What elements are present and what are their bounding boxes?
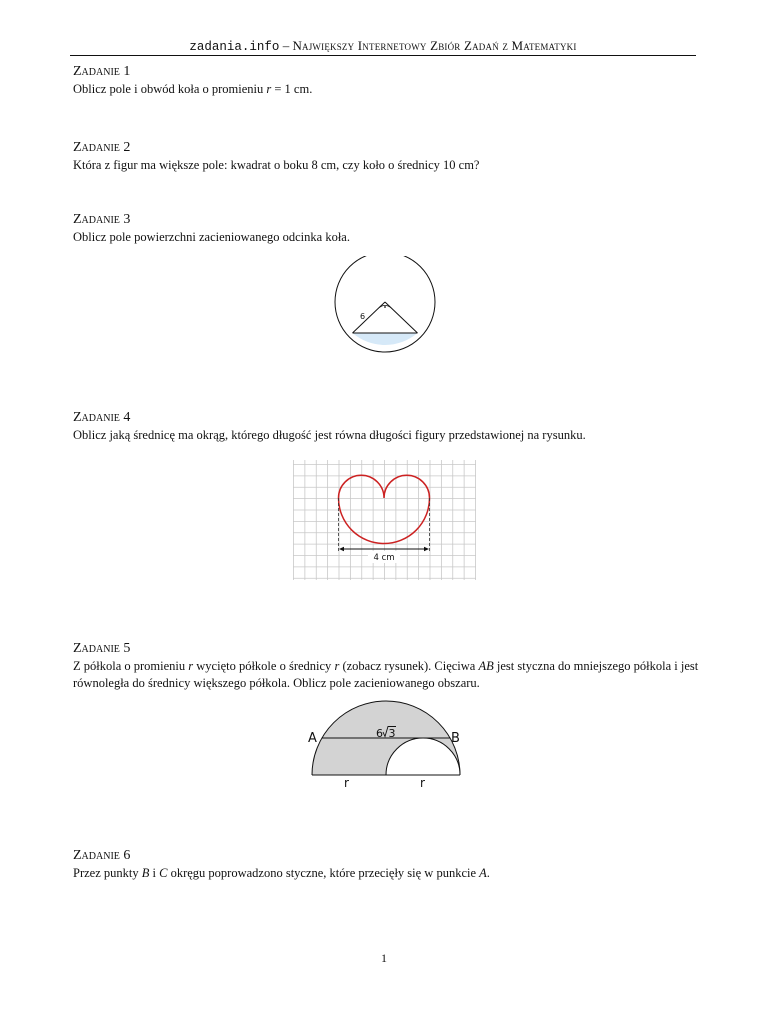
- text-part: = 1 cm.: [271, 82, 313, 96]
- point-a-label: A: [308, 731, 317, 746]
- semicircles-figure: [300, 700, 470, 795]
- task-3: [73, 212, 703, 246]
- text-part: .: [486, 866, 490, 880]
- task-number: 3: [123, 212, 131, 227]
- shaded-segment: [353, 333, 418, 345]
- task-label: Zadanie: [73, 212, 120, 227]
- task-5-text: [73, 658, 703, 692]
- task-5: [73, 641, 703, 692]
- text-part: (zobacz rysunek). Cięciwa: [339, 659, 479, 673]
- header-separator: –: [279, 38, 293, 53]
- variable-r: r: [266, 82, 272, 96]
- page-number: 1: [381, 951, 387, 965]
- task-1: [73, 64, 703, 98]
- task-3-text: Oblicz pole powierzchni zacieniowanego odcinka koła.: [73, 230, 350, 244]
- dimension-arrow-left: [339, 547, 344, 551]
- variable-ab: AB: [478, 659, 494, 673]
- text-part: wycięto półkole o średnicy: [193, 659, 335, 673]
- task-6: [73, 848, 703, 882]
- text-part: jest styczna do mniejszego półkola i jest równoległa do średnicy większego półkola. Oblicz pole zacieniowanego obszaru.: [73, 659, 699, 690]
- site-name: zadania.info: [189, 40, 280, 54]
- dimension-arrow-right: [424, 547, 429, 551]
- text-part: Oblicz pole i obwód koła o promieniu: [73, 82, 267, 96]
- header-title: Największy Internetowy Zbiór Zadań z Matematyki: [292, 38, 577, 53]
- task-2: [73, 140, 703, 174]
- task-label: Zadanie: [73, 848, 120, 863]
- right-angle-dot: [384, 306, 386, 308]
- task-4: [73, 410, 703, 444]
- task-number: 5: [123, 641, 131, 656]
- task-label: Zadanie: [73, 410, 120, 425]
- task-3-title: [73, 212, 703, 228]
- circle-segment-figure: [330, 256, 440, 356]
- task-4-title: [73, 410, 703, 426]
- text-part: i: [149, 866, 160, 880]
- task-number: 2: [123, 140, 131, 155]
- task-label: Zadanie: [73, 641, 120, 656]
- chord-length-number: 6: [376, 727, 383, 740]
- task-number: 1: [123, 64, 131, 79]
- task-number: 4: [123, 410, 131, 425]
- header-rule: [70, 55, 696, 56]
- task-4-text: Oblicz jaką średnicę ma okrąg, którego długość jest równa długości figury przedstawionej na rysunku.: [73, 428, 586, 442]
- variable-b: B: [141, 866, 150, 880]
- page-header: [70, 38, 696, 55]
- variable-c: C: [159, 866, 168, 880]
- variable-r: r: [188, 659, 194, 673]
- radius-label-right: r: [420, 776, 425, 790]
- point-b-label: B: [451, 731, 460, 746]
- task-1-text: [73, 81, 703, 98]
- text-part: okręgu poprowadzono styczne, które przecięły się w punkcie: [167, 866, 480, 880]
- heart-curve: [339, 475, 430, 543]
- text-part: Przez punkty: [73, 866, 142, 880]
- task-6-title: [73, 848, 703, 864]
- dimension-label: 4 cm: [373, 553, 395, 563]
- task-label: Zadanie: [73, 140, 120, 155]
- heart-grid-figure: [293, 460, 476, 580]
- chord-length-root: 3: [388, 727, 396, 740]
- side-label: 6: [360, 312, 366, 321]
- task-number: 6: [123, 848, 131, 863]
- task-2-title: [73, 140, 703, 156]
- text-part: Z półkola o promieniu: [73, 659, 189, 673]
- task-6-text: [73, 865, 703, 882]
- radius-label-left: r: [344, 776, 349, 790]
- task-5-title: [73, 641, 703, 657]
- variable-r: r: [334, 659, 340, 673]
- task-1-title: [73, 64, 703, 80]
- task-label: Zadanie: [73, 64, 120, 79]
- task-2-text: Która z figur ma większe pole: kwadrat o boku 8 cm, czy koło o średnicy 10 cm?: [73, 158, 480, 172]
- variable-a: A: [479, 866, 487, 880]
